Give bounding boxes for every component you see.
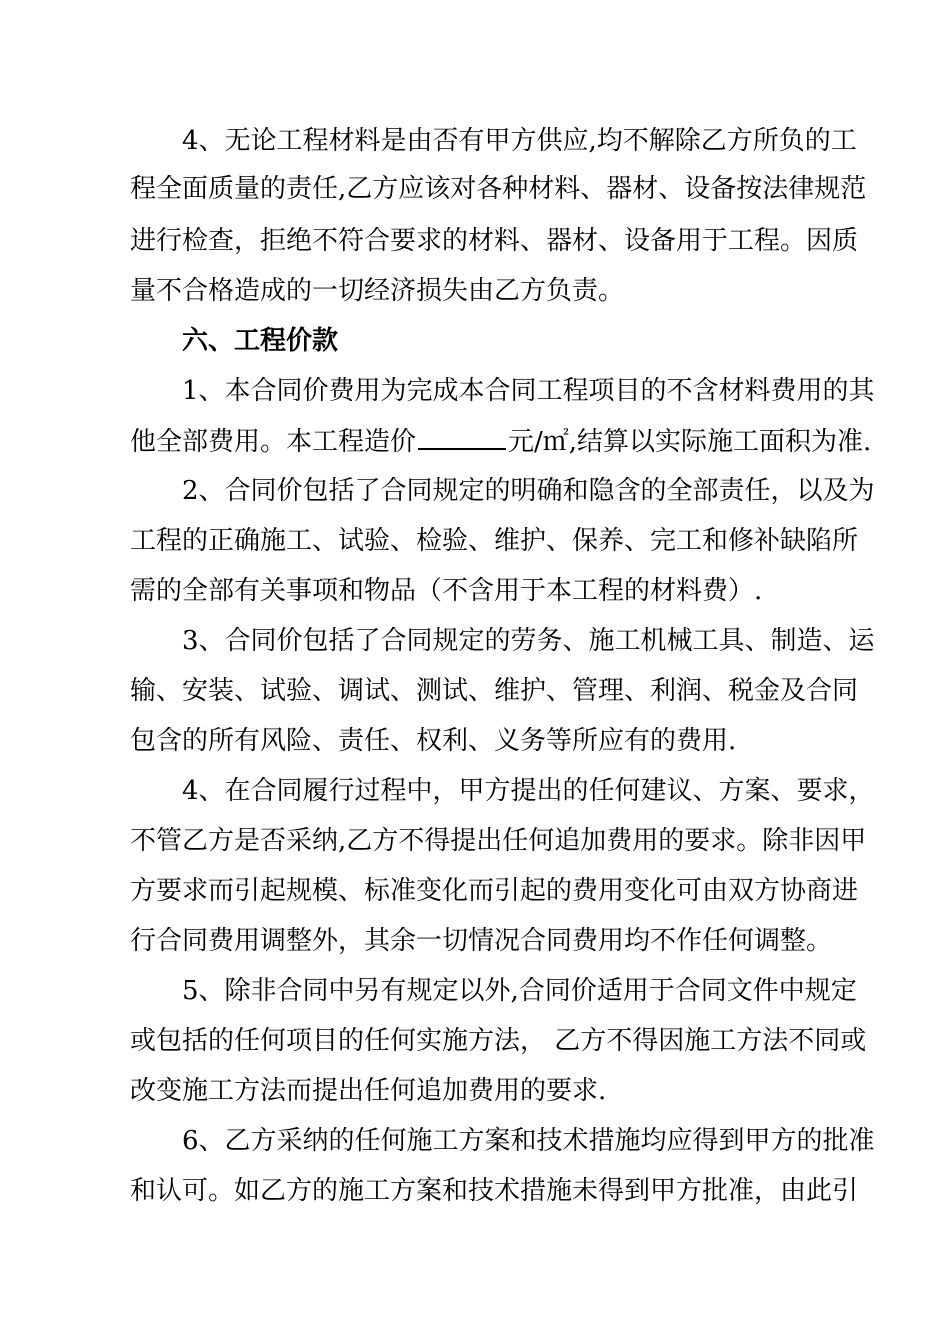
paragraph-line: 4、在合同履行过程中，甲方提出的任何建议、方案、要求， bbox=[182, 776, 875, 806]
paragraph-line: 行合同费用调整外，其余一切情况合同费用均不作任何调整。 bbox=[130, 926, 833, 956]
paragraph-line: 包含的所有风险、责任、权利、义务等所应有的费用. bbox=[130, 726, 737, 756]
price-blank-field bbox=[418, 426, 506, 450]
paragraph-line: 需的全部有关事项和物品（不含用于本工程的材料费）. bbox=[130, 576, 763, 606]
paragraph-line: 6、乙方采纳的任何施工方案和技术措施均应得到甲方的批准 bbox=[182, 1126, 875, 1156]
paragraph-line: 工程的正确施工、试验、检验、维护、保养、完工和修补缺陷所 bbox=[130, 526, 859, 556]
paragraph-line: 方要求而引起规模、标准变化而引起的费用变化可由双方协商进 bbox=[130, 876, 859, 906]
paragraph-line: 量不合格造成的一切经济损失由乙方负责。 bbox=[130, 276, 625, 306]
paragraph-line: 程全面质量的责任,乙方应该对各种材料、器材、设备按法律规范 bbox=[130, 174, 867, 204]
text-before-blank: 他全部费用。本工程造价 bbox=[130, 427, 417, 457]
paragraph-line: 3、合同价包括了合同规定的劳务、施工机械工具、制造、运 bbox=[182, 626, 875, 656]
paragraph-line: 输、安装、试验、调试、测试、维护、管理、利润、税金及合同 bbox=[130, 676, 859, 706]
paragraph-line: 不管乙方是否采纳,乙方不得提出任何追加费用的要求。除非因甲 bbox=[130, 826, 867, 856]
paragraph-line: 进行检查，拒绝不符合要求的材料、器材、设备用于工程。因质 bbox=[130, 226, 859, 256]
paragraph-line-with-blank bbox=[130, 426, 870, 457]
paragraph-line: 和认可。如乙方的施工方案和技术措施未得到甲方批准，由此引 bbox=[130, 1176, 859, 1206]
paragraph-line: 5、除非合同中另有规定以外,合同价适用于合同文件中规定 bbox=[182, 976, 857, 1006]
paragraph-line: 改变施工方法而提出任何追加费用的要求. bbox=[130, 1076, 607, 1106]
paragraph-line: 1、本合同价费用为完成本合同工程项目的不含材料费用的其 bbox=[182, 376, 875, 406]
text-after-blank: 元/㎡,结算以实际施工面积为准. bbox=[508, 427, 872, 457]
section-heading: 六、工程价款 bbox=[182, 326, 339, 356]
paragraph-line: 4、无论工程材料是由否有甲方供应,均不解除乙方所负的工 bbox=[182, 126, 857, 156]
paragraph-line: 或包括的任何项目的任何实施方法， 乙方不得因施工方法不同或 bbox=[130, 1026, 867, 1056]
paragraph-line: 2、合同价包括了合同规定的明确和隐含的全部责任，以及为 bbox=[182, 476, 875, 506]
